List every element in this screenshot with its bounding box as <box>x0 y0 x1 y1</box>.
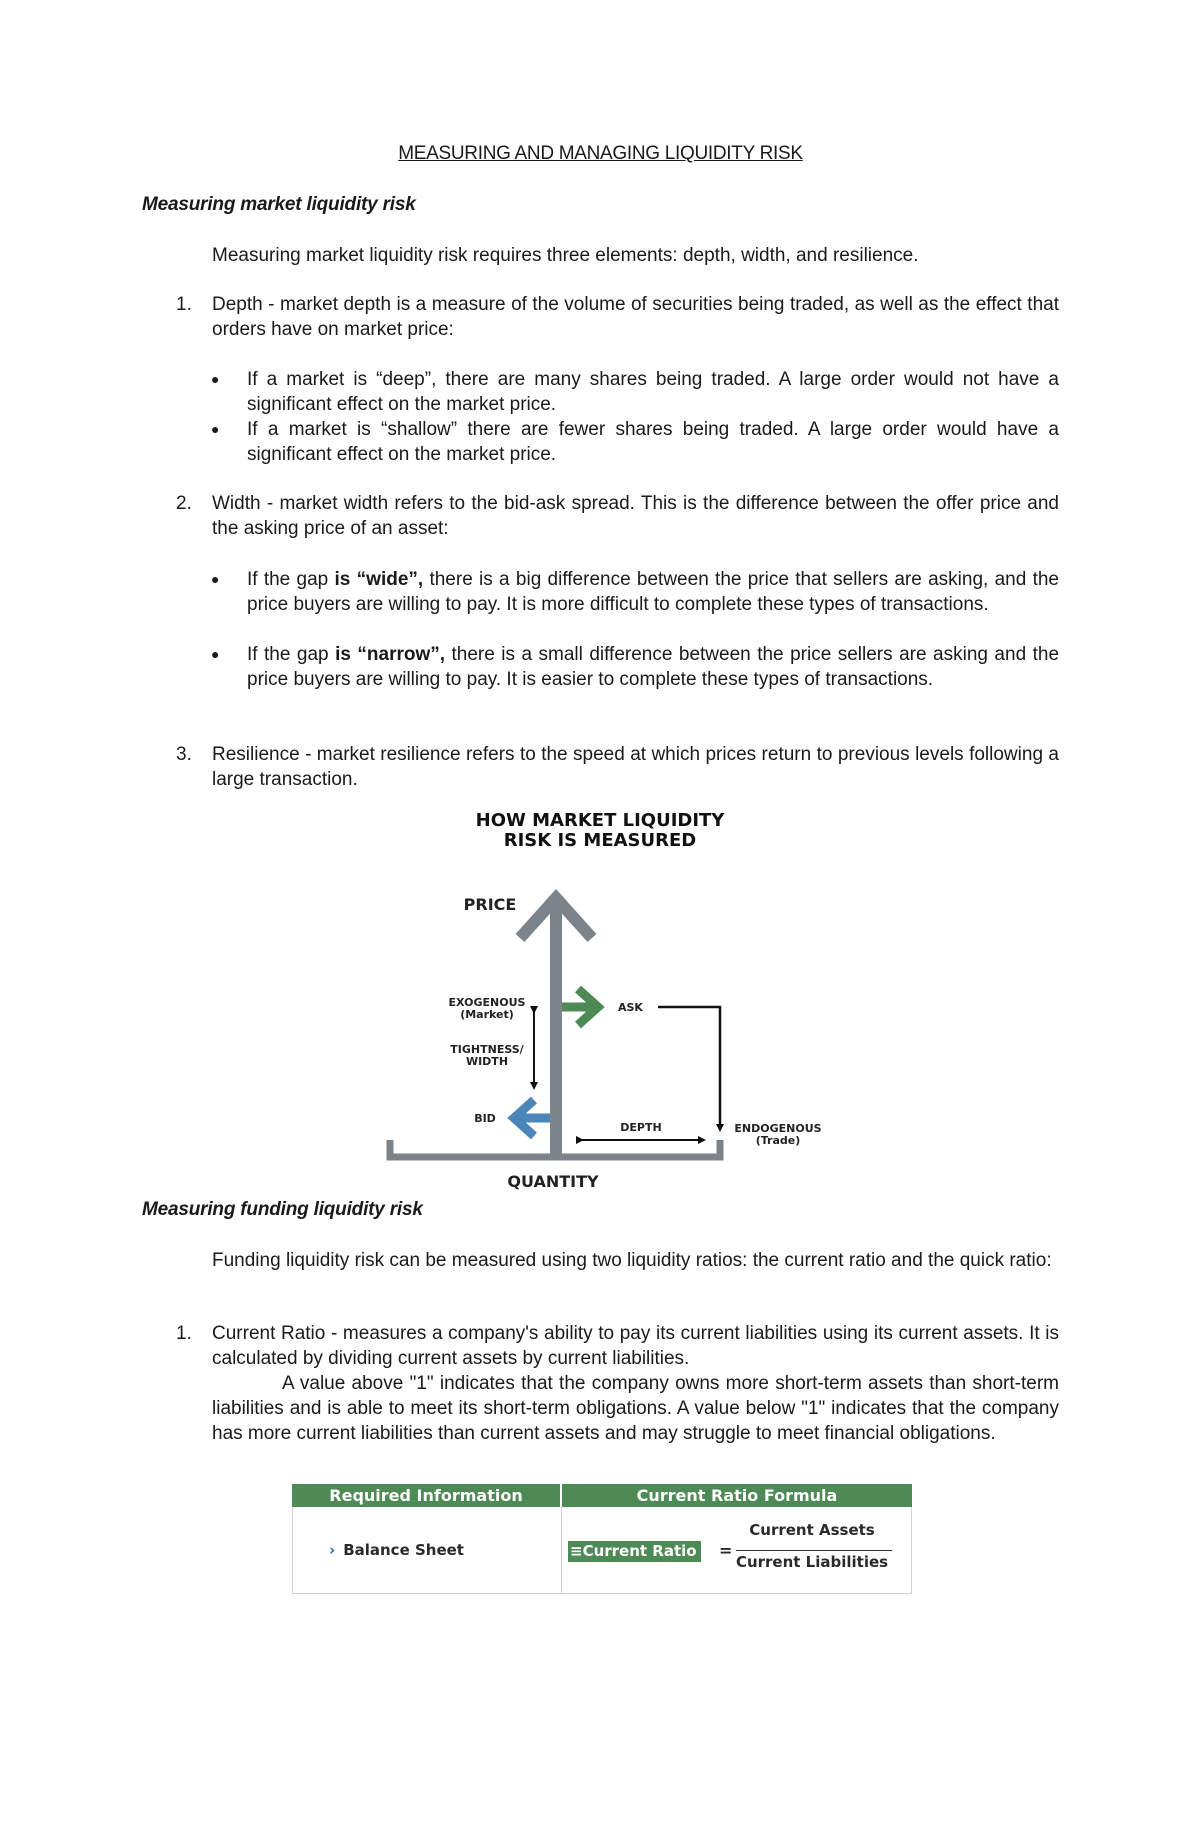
formula-numerator: Current Assets <box>749 1521 875 1539</box>
bullet-dot: ● <box>211 371 220 387</box>
diagram-title-line1: HOW MARKET LIQUIDITY <box>475 810 725 831</box>
section-heading-market: Measuring market liquidity risk <box>142 194 416 215</box>
endogenous-connector-arrow-icon <box>658 1007 720 1128</box>
price-label: PRICE <box>463 895 517 914</box>
table-header-required-info: Required Information <box>292 1484 560 1507</box>
chevron-right-icon: › <box>329 1541 336 1559</box>
resilience-text: Resilience - market resilience refers to the speed at which prices return to previous levels following a large transaction. <box>212 744 1059 790</box>
depth-text: Depth - market depth is a measure of the volume of securities being traded, as well as the effect that orders have on market price: <box>212 294 1059 340</box>
fraction-bar <box>736 1550 892 1551</box>
width-text: Width - market width refers to the bid-ask spread. This is the difference between the offer price and the asking price of an asset: <box>212 493 1059 539</box>
bid-label: BID <box>474 1112 496 1125</box>
current-ratio-detail: A value above "1" indicates that the company owns more short-term assets than short-term liabilities and is able to meet its short-term obligations. A value below "1" indicates that the company has more current liabilities than current assets and may struggle to meet financial obligations. <box>212 1373 1059 1444</box>
balance-sheet-item <box>329 1541 464 1559</box>
current-ratio-badge <box>568 1541 701 1562</box>
bullet-dot: ● <box>211 571 220 587</box>
balance-sheet-label: Balance Sheet <box>343 1541 464 1559</box>
document-title: MEASURING AND MANAGING LIQUIDITY RISK <box>398 143 803 164</box>
depth-bullet-deep: If a market is “deep”, there are many shares being traded. A large order would not have a significant effect on the market price. <box>247 369 1059 415</box>
diagram-title-line2: RISK IS MEASURED <box>503 830 697 851</box>
list-number: 1. <box>176 294 192 315</box>
exogenous-label: EXOGENOUS <box>448 996 526 1009</box>
current-ratio-text: Current Ratio - measures a company's ability to pay its current liabilities using its current assets. It is calculated by dividing current assets by current liabilities. <box>212 1323 1059 1369</box>
current-ratio-badge-label: Current Ratio <box>582 1542 697 1560</box>
market-intro: Measuring market liquidity risk requires three elements: depth, width, and resilience. <box>212 245 919 266</box>
quantity-label: QUANTITY <box>507 1172 599 1191</box>
table-header-formula: Current Ratio Formula <box>562 1484 912 1507</box>
formula-denominator: Current Liabilities <box>735 1553 889 1571</box>
endogenous-sub-label: (Trade) <box>755 1134 801 1147</box>
list-number: 2. <box>176 493 192 514</box>
depth-label: DEPTH <box>620 1121 662 1134</box>
funding-intro: Funding liquidity risk can be measured using two liquidity ratios: the current ratio and the quick ratio: <box>212 1250 1052 1271</box>
width-bullet-narrow: If the gap is “narrow”, there is a small difference between the price sellers are asking and the price buyers are willing to pay. It is easier to complete these types of transactions. <box>247 644 1060 690</box>
depth-bullet-shallow: If a market is “shallow” there are fewer shares being traded. A large order would have a significant effect on the market price. <box>247 419 1059 465</box>
bullet-dot: ● <box>211 646 220 662</box>
equals-sign: = <box>719 1541 733 1560</box>
section-heading-funding: Measuring funding liquidity risk <box>142 1199 423 1220</box>
exogenous-sub-label: (Market) <box>460 1008 514 1021</box>
tightness-label: TIGHTNESS/ <box>450 1043 524 1056</box>
list-number: 3. <box>176 744 192 765</box>
required-info-cell <box>292 1507 562 1594</box>
bullet-dot: ● <box>211 421 220 437</box>
ask-label: ASK <box>618 1001 643 1014</box>
formula-cell <box>561 1507 912 1594</box>
endogenous-label: ENDOGENOUS <box>734 1122 822 1135</box>
width-label: WIDTH <box>465 1055 509 1068</box>
width-bullet-wide: If the gap is “wide”, there is a big difference between the price that sellers are asking, and the price buyers are willing to pay. It is more difficult to complete these types of transactions. <box>247 569 1059 615</box>
list-number: 1. <box>176 1323 192 1344</box>
market-liquidity-diagram <box>380 800 840 1200</box>
current-ratio-formula-table <box>292 1484 912 1594</box>
equals-box-icon: ≡ <box>570 1542 583 1560</box>
